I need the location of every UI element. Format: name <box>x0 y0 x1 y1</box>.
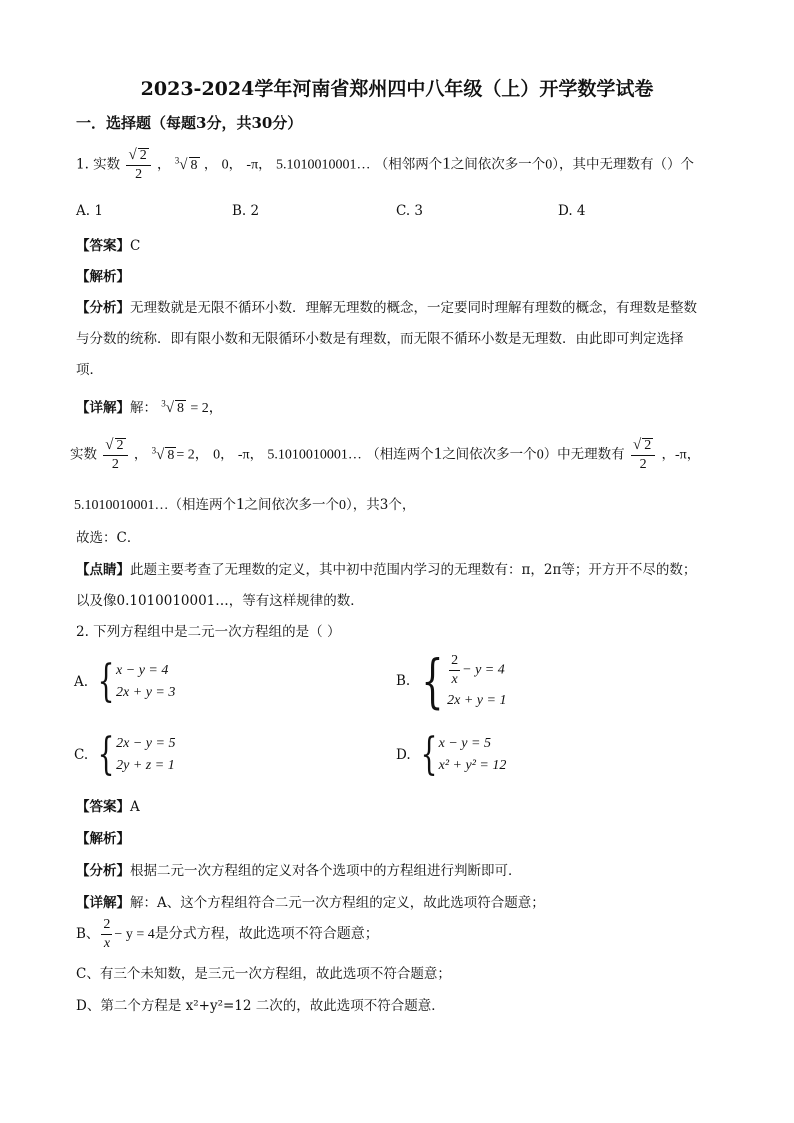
q2-option-b: B. { $\frac{2}{x}$ − y = 4 2x + y = 1 <box>396 647 507 715</box>
q2-detail-d: D、第二个方程是 x²+y²=12 二次的，故此选项不符合题意． <box>76 998 445 1014</box>
q1-answer: 【答案】C <box>76 238 141 254</box>
q1-detail-line-3: 5.1010010001…（相连两个1之间依次多一个0），共3个， <box>74 494 416 513</box>
page-title: 2023-2024学年河南省郑州四中八年级（上）开学数学试卷 <box>140 78 654 100</box>
q2-option-c: C. { 2x − y = 5 2y + z = 1 <box>74 729 176 780</box>
q1-dianjing-line-1: 【点睛】此题主要考查了无理数的定义，其中初中范围内学习的无理数有：π，2π等；开方开不尽的数； <box>76 562 697 578</box>
section-heading: 一．选择题（每题3分，共30分） <box>76 114 303 132</box>
q2-fenxi: 【分析】根据二元一次方程组的定义对各个选项中的方程组进行判断即可． <box>76 863 522 879</box>
q1-fenxi-line-1: 【分析】无理数就是无限不循环小数．理解无理数的概念，一定要同时理解有理数的概念，有理数是整数 <box>76 300 697 316</box>
q1-prefix: 1. 实数 <box>76 156 121 173</box>
q2-detail-a: 【详解】解：A、这个方程组符合二元一次方程组的定义，故此选项符合题意； <box>76 895 545 911</box>
question-2-stem: 2. 下列方程组中是二元一次方程组的是（ ） <box>76 624 341 640</box>
q2-analysis-tag: 【解析】 <box>76 831 130 847</box>
q2-option-a: A. { x − y = 4 2x + y = 3 <box>74 656 176 707</box>
q1-fenxi-line-2: 与分数的统称．即有限小数和无限循环小数是有理数，而无限不循环小数是无理数．由此即可判定选择 <box>76 331 684 347</box>
q1-option-a: A. 1 <box>76 203 103 219</box>
q1-option-b: B. 2 <box>232 203 260 219</box>
q1-analysis-tag: 【解析】 <box>76 269 130 285</box>
q1-fenxi-line-3: 项． <box>76 362 103 378</box>
fraction-sqrt2-over-2: $\frac{√ 2}{2}$ <box>126 148 150 182</box>
q2-detail-b: B、 $\frac{2}{x}$ − y = 4是分式方程，故此选项不符合题意； <box>76 917 379 951</box>
q2-option-d: D. { x − y = 5 x² + y² = 12 <box>396 729 507 780</box>
cube-root-8: $^3$√ 8 <box>174 154 198 173</box>
q1-choose: 故选：C． <box>76 530 141 546</box>
q1-dianjing-line-2: 以及像0.1010010001…，等有这样规律的数． <box>76 593 364 609</box>
q1-option-c: C. 3 <box>396 203 424 219</box>
q2-detail-c: C、有三个未知数，是三元一次方程组，故此选项不符合题意； <box>76 966 451 982</box>
q1-detail-line-1: 【详解】解： $^3$√ 8 = 2， <box>76 398 223 416</box>
question-1-stem: 1. 实数 $\frac{√ 2}{2}$ ， $^3$√ 8 ， 0， -π， 5.1010010001… （相邻两个1之间依次多一个0），其中无理数有（）个 <box>76 147 694 182</box>
q1-option-d: D. 4 <box>558 203 586 219</box>
q2-answer: 【答案】A <box>76 799 140 815</box>
q1-detail-line-2: 实数 $\frac{√ 2}{2}$ ， $^3$√ 8 = 2， 0， -π， 5.1010010001… （相连两个1之间依次多一个0）中无理数有 $\frac{√ 2}{2}$ ，-π， <box>70 437 701 472</box>
